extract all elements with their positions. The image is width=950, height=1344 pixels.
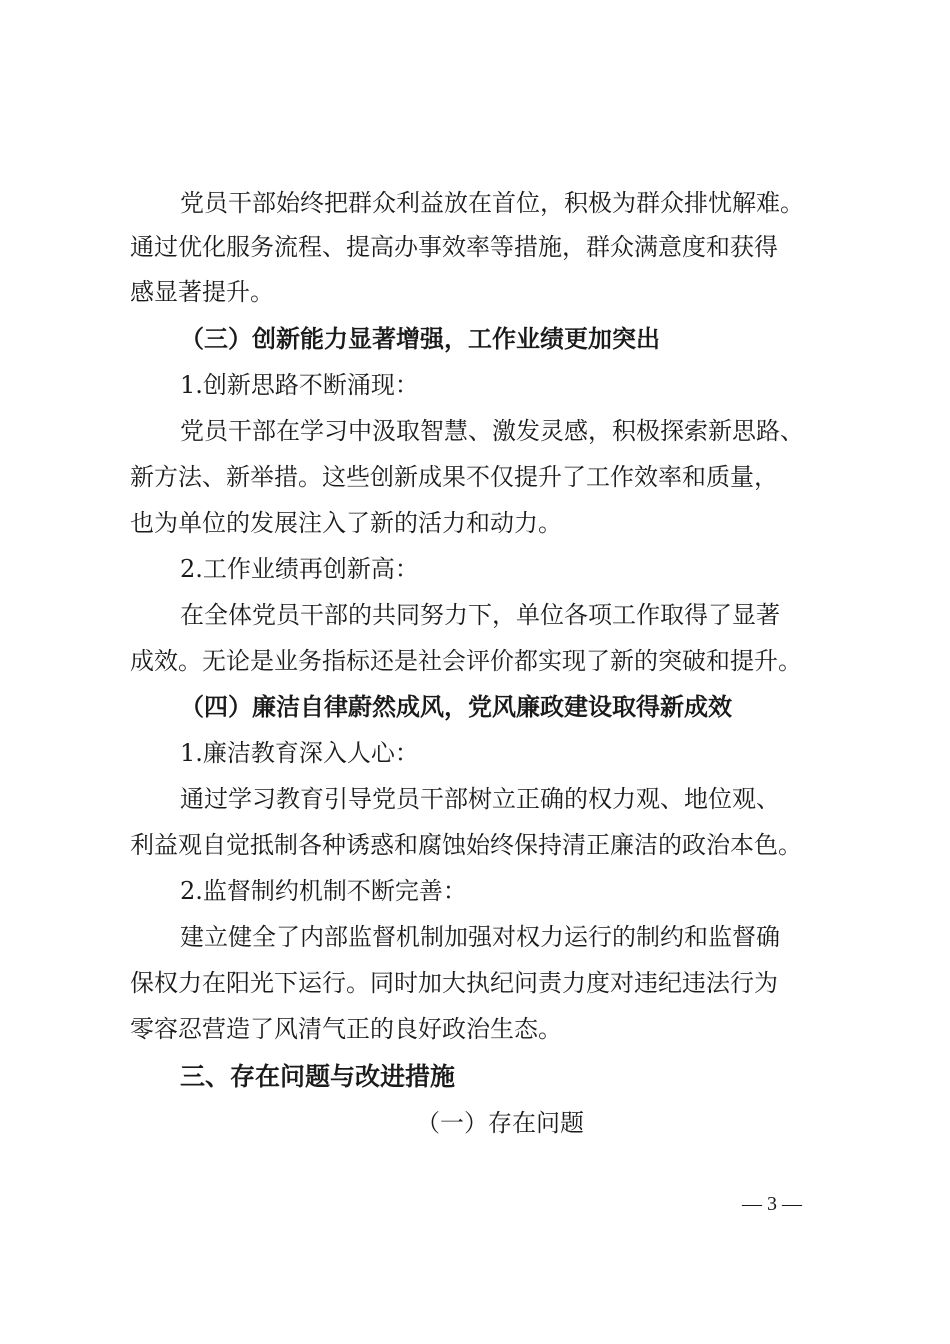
- section-heading-4: （四）廉洁自律蔚然成风，党风廉政建设取得新成效: [180, 693, 732, 721]
- paragraph-line: 保权力在阳光下运行。同时加大执纪问责力度对违纪违法行为: [130, 969, 778, 997]
- paragraph-line: 党员干部在学习中汲取智慧、激发灵感，积极探索新思路、: [180, 417, 804, 445]
- subheading-1: 1.创新思路不断涌现：: [180, 371, 419, 399]
- paragraph-line: 新方法、新举措。这些创新成果不仅提升了工作效率和质量，: [130, 463, 778, 491]
- subheading-2: 2.监督制约机制不断完善：: [180, 877, 467, 905]
- paragraph-line: 成效。无论是业务指标还是社会评价都实现了新的突破和提升。: [130, 647, 802, 675]
- paragraph-line: 零容忍营造了风清气正的良好政治生态。: [130, 1015, 562, 1043]
- page-number: — 3 —: [742, 1193, 802, 1215]
- paragraph-line: 在全体党员干部的共同努力下，单位各项工作取得了显著: [180, 601, 780, 629]
- paragraph-line: 通过学习教育引导党员干部树立正确的权力观、地位观、: [180, 785, 780, 813]
- paragraph-line: 感显著提升。: [130, 278, 274, 306]
- chapter-heading: 三、存在问题与改进措施: [180, 1062, 456, 1091]
- paragraph-line: 党员干部始终把群众利益放在首位，积极为群众排忧解难。: [180, 189, 804, 217]
- subheading-2: 2.工作业绩再创新高：: [180, 555, 419, 583]
- paragraph-line: 利益观自觉抵制各种诱惑和腐蚀始终保持清正廉洁的政治本色。: [130, 831, 802, 859]
- subheading-1: 1.廉洁教育深入人心：: [180, 739, 419, 767]
- section-heading-3: （三）创新能力显著增强，工作业绩更加突出: [180, 325, 660, 353]
- section-heading-centered: （一）存在问题: [416, 1109, 584, 1137]
- paragraph-line: 建立健全了内部监督机制加强对权力运行的制约和监督确: [180, 923, 780, 951]
- paragraph-line: 也为单位的发展注入了新的活力和动力。: [130, 509, 562, 537]
- paragraph-line: 通过优化服务流程、提高办事效率等措施，群众满意度和获得: [130, 233, 778, 261]
